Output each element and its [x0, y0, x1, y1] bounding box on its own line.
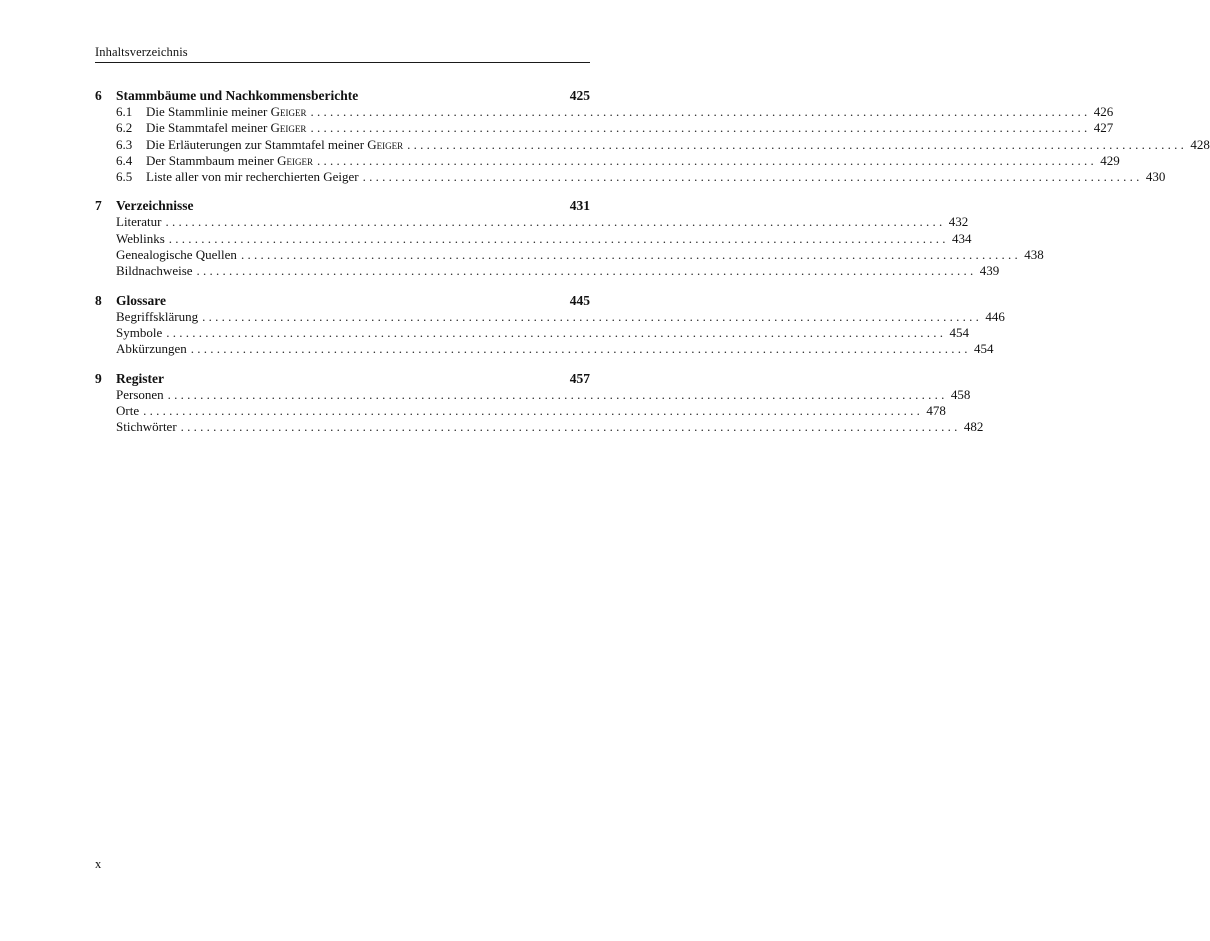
toc-entry[interactable]: [95, 341, 994, 357]
toc-entry[interactable]: [95, 263, 1000, 279]
dot-leader: . . . . . . . . . . . . . . . . . . . . . . . . . . . . . . . . . . . . . . . . . . . . . . . . . . . . . . . . . . . . . . . . . . . . . . . . . . . . . . . . . . . . . . . . . . . . . . . . . . . . . . . . . . . . . . . . . . . . . . . .: [166, 324, 943, 340]
table-of-contents: [95, 87, 1210, 447]
dot-leader: . . . . . . . . . . . . . . . . . . . . . . . . . . . . . . . . . . . . . . . . . . . . . . . . . . . . . . . . . . . . . . . . . . . . . . . . . . . . . . . . . . . . . . . . . . . . . . . . . . . . . . . . . . . . . . . . . . . . . . . .: [310, 120, 1088, 136]
entry-title: [116, 214, 161, 230]
chapter-number: 8: [95, 292, 102, 308]
chapter-title: Stammbäume und Nachkommensberichte: [116, 88, 359, 103]
chapter-heading[interactable]: [95, 87, 590, 104]
entry-title: [146, 104, 306, 120]
dot-leader: . . . . . . . . . . . . . . . . . . . . . . . . . . . . . . . . . . . . . . . . . . . . . . . . . . . . . . . . . . . . . . . . . . . . . . . . . . . . . . . . . . . . . . . . . . . . . . . . . . . . . . . . . . . . . . . . . . . . . . . .: [240, 247, 1018, 263]
chapter-page: 425: [569, 88, 590, 103]
entry-page: 482: [963, 419, 984, 435]
entry-title-text: Die Stammtafel meiner: [146, 120, 271, 136]
toc-entry[interactable]: [95, 386, 971, 403]
chapter-number: 6: [95, 88, 102, 103]
entry-title-text: Begriffsklärung: [116, 308, 199, 324]
dot-leader: . . . . . . . . . . . . . . . . . . . . . . . . . . . . . . . . . . . . . . . . . . . . . . . . . . . . . . . . . . . . . . . . . . . . . . . . . . . . . . . . . . . . . . . . . . . . . . . . . . . . . . . . . . . . . . . . . . . . . . . .: [202, 308, 979, 324]
entry-title-text: Der Stammbaum meiner: [146, 152, 278, 168]
entry-page: 429: [1100, 152, 1120, 168]
entry-page: 478: [926, 402, 946, 418]
entry-title-text: Literatur: [116, 214, 162, 230]
dot-leader: . . . . . . . . . . . . . . . . . . . . . . . . . . . . . . . . . . . . . . . . . . . . . . . . . . . . . . . . . . . . . . . . . . . . . . . . . . . . . . . . . . . . . . . . . . . . . . . . . . . . . . . . . . . . . . . . . . . . . . . .: [167, 386, 945, 402]
entry-title-text: Die Erläuterungen zur Stammtafel meiner: [146, 136, 368, 152]
dot-leader: . . . . . . . . . . . . . . . . . . . . . . . . . . . . . . . . . . . . . . . . . . . . . . . . . . . . . . . . . . . . . . . . . . . . . . . . . . . . . . . . . . . . . . . . . . . . . . . . . . . . . . . . . . . . . . . . . . . . . . . .: [190, 341, 968, 357]
entry-title: [116, 263, 193, 279]
entry-title-text: Orte: [116, 402, 140, 418]
entry-page: 446: [985, 308, 1005, 324]
toc-entry[interactable]: [95, 214, 969, 230]
toc-entry[interactable]: [95, 402, 946, 419]
toc-chapter: [95, 87, 1210, 185]
section-number: 6.4: [116, 152, 133, 168]
entry-page: 428: [1190, 136, 1210, 152]
entry-title: [116, 419, 177, 435]
entry-title: [116, 387, 164, 403]
section-number: 6.1: [116, 104, 133, 119]
chapter-title: Glossare: [116, 292, 166, 308]
entry-title-text: Liste aller von mir recherchierten Geiger: [146, 169, 359, 185]
section-number: 6.2: [116, 120, 133, 136]
toc-entry[interactable]: [95, 152, 1120, 169]
entry-title-smallcaps: Geiger: [270, 104, 307, 119]
toc-entry[interactable]: [95, 120, 1114, 136]
toc-entry[interactable]: [95, 419, 984, 435]
header-rule: [95, 62, 590, 63]
entry-title: [146, 120, 306, 136]
chapter-heading[interactable]: [95, 197, 590, 214]
entry-page: 438: [1024, 247, 1044, 263]
entry-title: [146, 153, 313, 169]
entry-page: 454: [974, 341, 994, 357]
dot-leader: . . . . . . . . . . . . . . . . . . . . . . . . . . . . . . . . . . . . . . . . . . . . . . . . . . . . . . . . . . . . . . . . . . . . . . . . . . . . . . . . . . . . . . . . . . . . . . . . . . . . . . . . . . . . . . . . . . . . . . . .: [362, 169, 1140, 185]
chapter-heading[interactable]: [95, 292, 590, 309]
entry-page: 430: [1145, 169, 1166, 185]
chapter-heading[interactable]: [95, 370, 590, 387]
entry-page: 454: [949, 324, 969, 340]
entry-title-text: Personen: [116, 386, 164, 402]
entry-title-text: Abkürzungen: [116, 341, 187, 357]
dot-leader: . . . . . . . . . . . . . . . . . . . . . . . . . . . . . . . . . . . . . . . . . . . . . . . . . . . . . . . . . . . . . . . . . . . . . . . . . . . . . . . . . . . . . . . . . . . . . . . . . . . . . . . . . . . . . . . . . . . . . . . .: [196, 263, 974, 279]
chapter-page: 445: [569, 292, 590, 308]
page-number: x: [95, 857, 102, 871]
entry-title-text: Bildnachweise: [116, 263, 193, 279]
toc-entry[interactable]: [95, 104, 1114, 120]
entry-title: [116, 341, 187, 357]
entry-page: 458: [950, 386, 971, 402]
toc-chapter: [95, 197, 1044, 279]
entry-title: [146, 137, 403, 153]
entry-title-text: Symbole: [116, 324, 163, 340]
toc-entry[interactable]: [95, 230, 972, 247]
entry-page: 427: [1093, 120, 1114, 136]
entry-title-text: Die Stammlinie meiner: [146, 104, 271, 119]
toc-entry[interactable]: [95, 324, 969, 341]
entry-title-smallcaps: Geiger: [367, 136, 404, 152]
entry-page: 426: [1093, 104, 1114, 119]
entry-title-smallcaps: Geiger: [277, 152, 313, 168]
entry-page: 432: [948, 214, 969, 230]
chapter-page: 457: [569, 370, 590, 386]
dot-leader: . . . . . . . . . . . . . . . . . . . . . . . . . . . . . . . . . . . . . . . . . . . . . . . . . . . . . . . . . . . . . . . . . . . . . . . . . . . . . . . . . . . . . . . . . . . . . . . . . . . . . . . . . . . . . . . . . . . . . . . .: [310, 104, 1088, 119]
entry-title-text: Genealogische Quellen: [116, 247, 237, 263]
dot-leader: . . . . . . . . . . . . . . . . . . . . . . . . . . . . . . . . . . . . . . . . . . . . . . . . . . . . . . . . . . . . . . . . . . . . . . . . . . . . . . . . . . . . . . . . . . . . . . . . . . . . . . . . . . . . . . . . . . . . . . . .: [143, 402, 920, 418]
running-header: Inhaltsverzeichnis: [95, 45, 188, 59]
chapter-number: 7: [95, 198, 102, 214]
entry-title: [116, 309, 198, 325]
entry-title: [116, 247, 237, 263]
entry-title: [116, 403, 139, 419]
section-number: 6.3: [116, 136, 133, 152]
dot-leader: . . . . . . . . . . . . . . . . . . . . . . . . . . . . . . . . . . . . . . . . . . . . . . . . . . . . . . . . . . . . . . . . . . . . . . . . . . . . . . . . . . . . . . . . . . . . . . . . . . . . . . . . . . . . . . . . . . . . . . . .: [168, 230, 946, 246]
entry-page: 434: [952, 230, 972, 246]
toc-chapter: [95, 292, 1005, 358]
toc-entry[interactable]: [95, 247, 1044, 263]
dot-leader: . . . . . . . . . . . . . . . . . . . . . . . . . . . . . . . . . . . . . . . . . . . . . . . . . . . . . . . . . . . . . . . . . . . . . . . . . . . . . . . . . . . . . . . . . . . . . . . . . . . . . . . . . . . . . . . . . . . . . . . .: [316, 152, 1094, 168]
toc-entry[interactable]: [95, 136, 1210, 153]
chapter-number: 9: [95, 370, 102, 386]
toc-chapter: [95, 370, 984, 436]
dot-leader: . . . . . . . . . . . . . . . . . . . . . . . . . . . . . . . . . . . . . . . . . . . . . . . . . . . . . . . . . . . . . . . . . . . . . . . . . . . . . . . . . . . . . . . . . . . . . . . . . . . . . . . . . . . . . . . . . . . . . . . .: [407, 136, 1184, 152]
chapter-page: 431: [569, 198, 590, 214]
entry-page: 439: [979, 263, 1000, 279]
entry-title: [116, 231, 165, 247]
entry-title-smallcaps: Geiger: [270, 120, 307, 136]
dot-leader: . . . . . . . . . . . . . . . . . . . . . . . . . . . . . . . . . . . . . . . . . . . . . . . . . . . . . . . . . . . . . . . . . . . . . . . . . . . . . . . . . . . . . . . . . . . . . . . . . . . . . . . . . . . . . . . . . . . . . . . .: [180, 419, 958, 435]
chapter-title: Register: [116, 370, 164, 386]
entry-title-text: Weblinks: [116, 230, 165, 246]
entry-title: [146, 169, 359, 185]
toc-entry[interactable]: [95, 169, 1166, 185]
toc-entry[interactable]: [95, 308, 1005, 325]
entry-title: [116, 325, 162, 341]
section-number: 6.5: [116, 169, 133, 185]
dot-leader: . . . . . . . . . . . . . . . . . . . . . . . . . . . . . . . . . . . . . . . . . . . . . . . . . . . . . . . . . . . . . . . . . . . . . . . . . . . . . . . . . . . . . . . . . . . . . . . . . . . . . . . . . . . . . . . . . . . . . . . .: [165, 214, 943, 230]
chapter-title: Verzeichnisse: [116, 198, 194, 214]
entry-title-text: Stichwörter: [116, 419, 177, 435]
